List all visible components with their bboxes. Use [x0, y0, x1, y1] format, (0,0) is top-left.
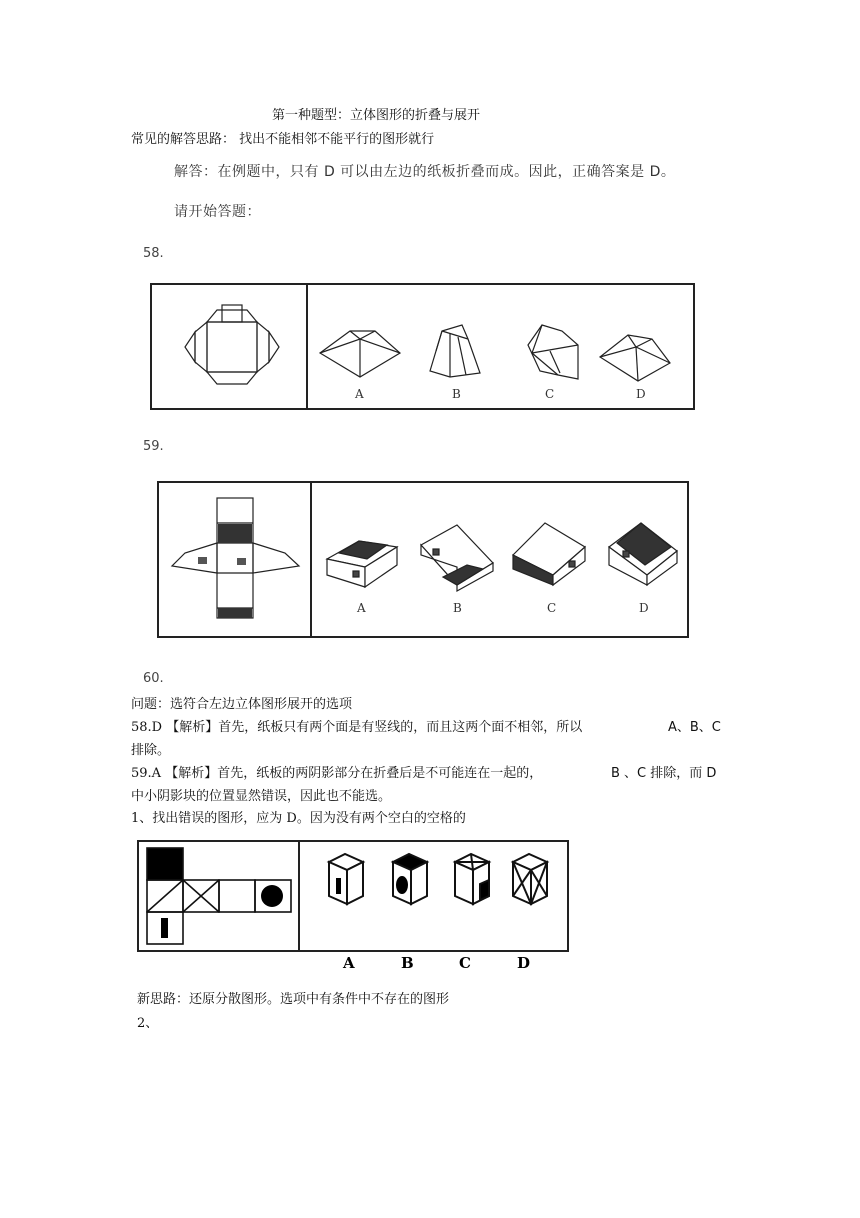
- option-59-c-shape: [513, 523, 585, 585]
- question-59-number: 59.: [143, 439, 164, 454]
- net-1-circle: [261, 885, 283, 907]
- answer-59-line2: 中小阴影块的位置显然错误，因此也不能选。: [131, 789, 392, 804]
- net-59-shade-top: [218, 524, 252, 543]
- option-59-a-label: A: [357, 601, 366, 615]
- question-60-text: 问题：选符合左边立体图形展开的选项: [131, 697, 353, 712]
- net-59: [172, 498, 299, 618]
- option-58-c-label: C: [545, 387, 555, 401]
- problem-1-text: 1、找出错误的图形，应为 D。因为没有两个空白的空格的: [131, 811, 466, 826]
- option-58-c-shape: [528, 325, 578, 379]
- solving-tip: 常见的解答思路： 找出不能相邻不能平行的图形就行: [131, 132, 435, 147]
- net-59-shade-bottom: [218, 608, 252, 618]
- problem-2-number: 2、: [137, 1016, 159, 1031]
- figure-58: [150, 283, 695, 410]
- net-59-small-block-mid: [237, 558, 246, 565]
- answer-58-line2: 排除。: [131, 743, 171, 758]
- option-59-c-label: C: [547, 601, 557, 615]
- option-1-a-bar: [336, 878, 341, 894]
- option-1-c-label: C: [459, 954, 471, 972]
- question-60-number: 60.: [143, 671, 164, 686]
- option-59-b-label: B: [453, 601, 462, 615]
- new-idea-text: 新思路：还原分散图形。选项中有条件中不存在的图形: [137, 992, 450, 1007]
- option-58-d-label: D: [636, 387, 646, 401]
- option-58-b-label: B: [452, 387, 461, 401]
- option-1-b-circle: [396, 876, 408, 894]
- option-1-a-label: A: [343, 954, 355, 972]
- question-58-number: 58.: [143, 246, 164, 261]
- net-1-bar: [161, 918, 168, 938]
- option-59-a-shape: [327, 541, 397, 587]
- option-1-c-cube: [455, 854, 489, 904]
- option-58-a-shape: [320, 331, 400, 377]
- option-1-d-label: D: [517, 954, 531, 972]
- option-58-b-shape: [430, 325, 480, 377]
- option-59-d-shape: [609, 523, 677, 585]
- option-58-d-shape: [600, 335, 670, 381]
- section-title: 第一种题型：立体图形的折叠与展开: [272, 108, 481, 123]
- start-prompt: 请开始答题：: [174, 204, 261, 220]
- example-answer-note: 解答：在例题中，只有 D 可以由左边的纸板折叠而成。因此，正确答案是 D。: [174, 164, 676, 180]
- option-59-d-label: D: [639, 601, 649, 615]
- option-1-d-cube: [513, 854, 547, 904]
- answer-58-line1: 58.D 【解析】首先，纸板只有两个面是有竖线的，而且这两个面不相邻，所以: [131, 720, 583, 735]
- option-59-b-shape: [421, 525, 493, 591]
- answer-59-line1: 59.A 【解析】首先，纸板的两阴影部分在折叠后是不可能连在一起的，: [131, 766, 543, 781]
- option-1-b-label: B: [401, 954, 414, 972]
- net-58: [185, 305, 279, 384]
- answer-58-options: A、B、C: [668, 720, 721, 735]
- option-58-a-label: A: [355, 387, 364, 401]
- figure-59: [157, 481, 689, 638]
- figure-1: [137, 840, 569, 970]
- answer-59-options: B 、C 排除，而 D: [611, 766, 717, 781]
- net-59-small-block-left: [198, 557, 207, 564]
- option-1-a-cube: [329, 854, 363, 904]
